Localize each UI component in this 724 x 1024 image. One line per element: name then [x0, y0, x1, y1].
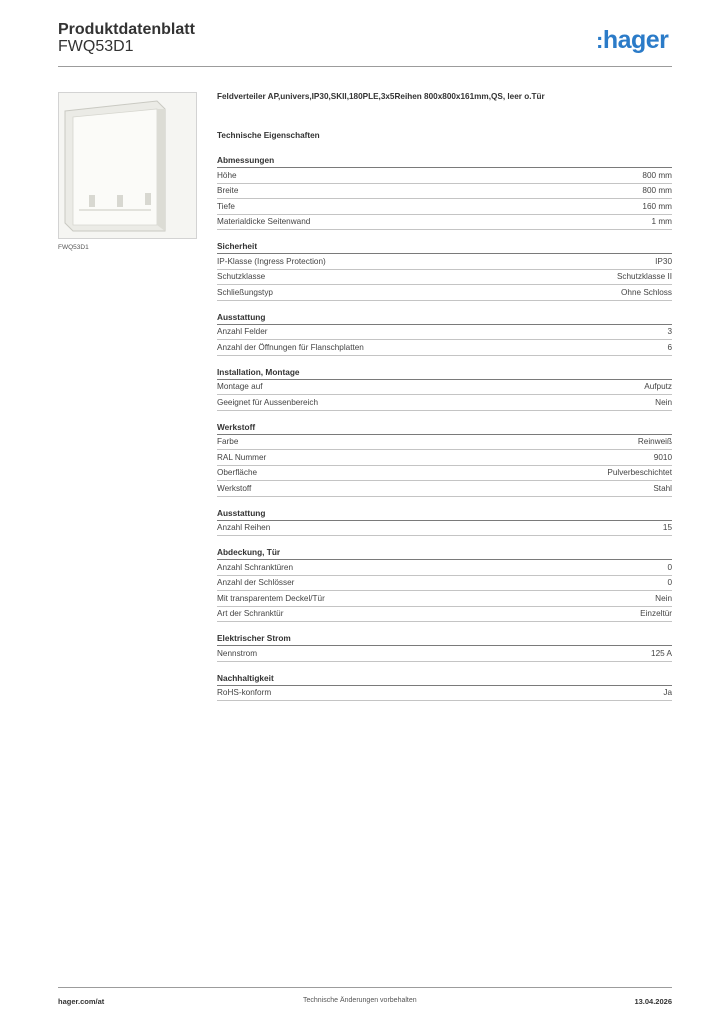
spec-value: 0	[667, 562, 672, 572]
spec-row	[217, 270, 672, 286]
header-divider	[58, 66, 672, 67]
spec-section	[217, 367, 672, 411]
spec-label: Anzahl der Öffnungen für Flanschplatten	[217, 342, 364, 352]
spec-label: Schutzklasse	[217, 272, 266, 282]
spec-row	[217, 576, 672, 592]
spec-section	[217, 155, 672, 230]
spec-section	[217, 422, 672, 497]
spec-label: Schließungstyp	[217, 287, 273, 297]
image-caption: FWQ53D1	[58, 244, 89, 251]
spec-value: 160 mm	[642, 201, 672, 211]
product-code: FWQ53D1	[58, 38, 134, 55]
spec-row	[217, 450, 672, 466]
spec-value: Pulverbeschichtet	[607, 468, 672, 478]
footer-notice: Technische Änderungen vorbehalten	[303, 997, 417, 1004]
spec-label: Nennstrom	[217, 648, 258, 658]
spec-label: Art der Schranktür	[217, 609, 284, 619]
spec-label: Geeignet für Aussenbereich	[217, 397, 319, 407]
spec-value: Aufputz	[644, 382, 672, 392]
spec-label: Anzahl Schranktüren	[217, 562, 294, 572]
spec-row	[217, 607, 672, 623]
spec-label: Materialdicke Seitenwand	[217, 217, 311, 227]
section-title: Abmessungen	[217, 155, 672, 168]
section-title: Ausstattung	[217, 312, 672, 325]
specs-heading: Technische Eigenschaften	[217, 131, 320, 140]
product-content	[217, 92, 672, 701]
spec-value: 800 mm	[642, 170, 672, 180]
spec-row	[217, 285, 672, 301]
section-title: Abdeckung, Tür	[217, 547, 672, 560]
spec-value: IP30	[655, 256, 672, 266]
section-title: Installation, Montage	[217, 367, 672, 380]
spec-label: Breite	[217, 186, 239, 196]
footer-divider	[58, 987, 672, 988]
spec-value: 0	[667, 578, 672, 588]
hager-logo: :hager	[596, 26, 669, 54]
spec-row	[217, 340, 672, 356]
spec-row	[217, 466, 672, 482]
spec-value: Einzeltür	[640, 609, 672, 619]
spec-value: 125 A	[651, 648, 672, 658]
spec-label: Montage auf	[217, 382, 263, 392]
spec-row	[217, 325, 672, 341]
spec-section	[217, 673, 672, 702]
spec-label: RAL Nummer	[217, 452, 267, 462]
spec-section	[217, 241, 672, 301]
spec-label: Farbe	[217, 437, 239, 447]
brand-name: hager	[602, 26, 669, 54]
section-title: Ausstattung	[217, 508, 672, 521]
spec-sections	[217, 155, 672, 701]
spec-row	[217, 184, 672, 200]
footer-website: hager.com/at	[58, 997, 105, 1006]
document-title: Produktdatenblatt	[58, 21, 195, 38]
spec-label: Höhe	[217, 170, 237, 180]
spec-row	[217, 168, 672, 184]
section-title: Nachhaltigkeit	[217, 673, 672, 686]
spec-label: Tiefe	[217, 201, 235, 211]
spec-label: IP-Klasse (Ingress Protection)	[217, 256, 326, 266]
spec-row	[217, 686, 672, 702]
spec-section	[217, 508, 672, 537]
spec-value: Nein	[655, 397, 672, 407]
spec-label: Anzahl der Schlösser	[217, 578, 295, 588]
spec-row	[217, 591, 672, 607]
spec-label: Werkstoff	[217, 483, 252, 493]
spec-label: Anzahl Reihen	[217, 523, 271, 533]
spec-value: 3	[667, 327, 672, 337]
spec-value: 15	[662, 523, 672, 533]
spec-value: 800 mm	[642, 186, 672, 196]
section-title: Werkstoff	[217, 422, 672, 435]
product-image	[58, 92, 197, 239]
section-title: Sicherheit	[217, 241, 672, 254]
product-description: Feldverteiler AP,univers,IP30,SKII,180PLE,3x5Reihen 800x800x161mm,QS, leer o.Tür	[217, 92, 545, 101]
spec-row	[217, 521, 672, 537]
footer-date: 13.04.2026	[634, 997, 672, 1006]
spec-section	[217, 547, 672, 622]
spec-row	[217, 215, 672, 231]
section-title: Elektrischer Strom	[217, 633, 672, 646]
spec-row	[217, 560, 672, 576]
spec-row	[217, 646, 672, 662]
spec-value: 9010	[653, 452, 672, 462]
spec-label: RoHS-konform	[217, 688, 272, 698]
spec-value: Nein	[655, 593, 672, 603]
spec-value: Schutzklasse II	[616, 272, 672, 282]
spec-label: Oberfläche	[217, 468, 258, 478]
spec-row	[217, 254, 672, 270]
spec-value: 1 mm	[651, 217, 672, 227]
spec-label: Anzahl Felder	[217, 327, 268, 337]
spec-label: Mit transparentem Deckel/Tür	[217, 593, 325, 603]
spec-row	[217, 435, 672, 451]
spec-row	[217, 380, 672, 396]
spec-value: Reinweiß	[637, 437, 672, 447]
distribution-board-image	[59, 93, 196, 238]
spec-section	[217, 312, 672, 356]
spec-value: Stahl	[653, 483, 672, 493]
spec-value: Ohne Schloss	[621, 287, 672, 297]
spec-row	[217, 395, 672, 411]
spec-row	[217, 199, 672, 215]
spec-row	[217, 481, 672, 497]
spec-value: 6	[667, 342, 672, 352]
spec-section	[217, 633, 672, 662]
spec-value: Ja	[663, 688, 672, 698]
